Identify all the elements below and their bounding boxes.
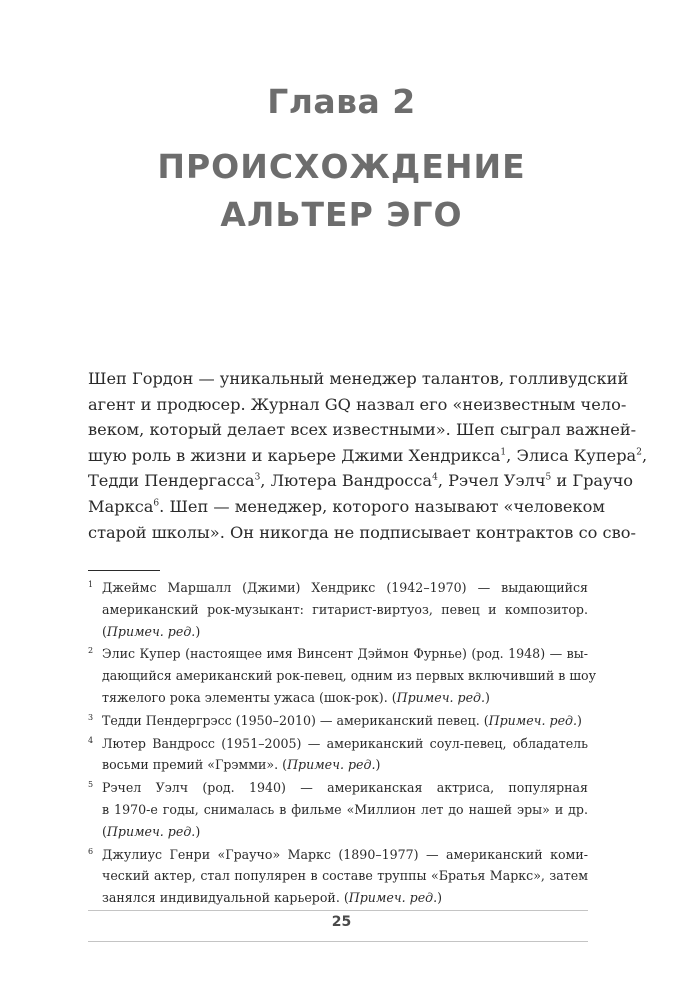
footnote-line: дающийся американский рок-певец, одним из первых включивший в шоу — [102, 668, 597, 684]
footnote — [88, 577, 588, 642]
note-paren: ) — [375, 757, 381, 773]
footnote-line — [102, 821, 588, 843]
footnote — [88, 777, 588, 842]
note-paren: ) — [485, 689, 490, 705]
page-number: 25 — [331, 914, 352, 930]
body-text-fragment: Маркса — [88, 496, 154, 516]
footnote-line: в 1970-е годы, снималась в фильме «Миллион лет до нашей эры» и др. — [102, 801, 588, 817]
footnote-line: американский рок-музыкант: гитарист-виртуоз, певец и композитор. — [102, 601, 588, 617]
body-line: агент и продюсер. Журнал GQ назвал его «неизвестным чело- — [88, 394, 627, 414]
body-text-fragment: Тедди Пендергасса — [88, 471, 255, 491]
body-text-fragment: , Рэчел Уэлч — [437, 471, 546, 491]
footnote-ref: 3 — [254, 472, 261, 483]
footnote-ref: 4 — [432, 472, 438, 483]
footnote-number: 4 — [88, 735, 94, 745]
footnote-number: 5 — [88, 780, 94, 790]
body-text-fragment: , Лютера Вандросса — [260, 471, 433, 491]
chapter-label: Глава 2 — [267, 82, 416, 121]
body-paragraph — [88, 366, 648, 545]
footnote-line: Джулиус Генри «Граучо» Маркс (1890–1977) — американский коми- — [102, 846, 588, 862]
note-paren: ) — [195, 623, 201, 639]
body-line — [88, 443, 648, 469]
footer-rule-bottom — [88, 941, 588, 942]
footnote — [88, 844, 588, 909]
footnote-text: восьми премий «Грэмми». — [102, 757, 283, 773]
footnote-line — [102, 621, 588, 643]
footnote-text: Тедди Пендергрэсс (1950–2010) — американский певец. — [102, 712, 484, 728]
body-text-fragment: . Шеп — менеджер, которого называют «человеком — [159, 496, 605, 516]
editor-note: Примеч. ред. — [488, 712, 578, 728]
body-line — [88, 468, 634, 494]
chapter-title-line-1: ПРОИСХОЖДЕНИЕ — [157, 147, 526, 186]
footnote — [88, 733, 588, 777]
editor-note: Примеч. ред. — [348, 890, 438, 906]
footnote-number: 2 — [88, 646, 94, 656]
footnote-line: Лютер Вандросс (1951–2005) — американский соул-певец, обладатель — [102, 735, 588, 751]
editor-note: Примеч. ред. — [396, 689, 486, 705]
note-paren: ( — [391, 689, 397, 705]
footnote-number: 1 — [88, 580, 94, 589]
note-paren: ( — [282, 757, 288, 773]
footnote — [88, 643, 597, 708]
footnotes — [88, 577, 597, 910]
note-paren: ( — [483, 712, 489, 728]
note-paren: ( — [102, 623, 107, 639]
footnote-ref: 5 — [545, 472, 552, 483]
footnote-number: 3 — [88, 712, 94, 722]
body-line: веком, который делает всех известными». Шеп сыграл важней- — [88, 420, 637, 440]
note-paren: ) — [577, 712, 582, 728]
editor-note: Примеч. ред. — [106, 823, 196, 839]
note-paren: ( — [102, 823, 107, 839]
footnote-line — [102, 887, 588, 909]
body-text-fragment: и Граучо — [551, 471, 634, 491]
footnote-line — [102, 754, 588, 776]
body-text-fragment: шую роль в жизни и карьере Джими Хендрикса — [88, 445, 501, 465]
note-paren: ) — [437, 890, 443, 906]
footnote-ref: 1 — [500, 447, 507, 458]
editor-note: Примеч. ред. — [106, 623, 196, 639]
footer-rule-top — [88, 910, 588, 911]
chapter-title — [0, 143, 683, 239]
footnote — [88, 710, 588, 732]
footnote-text: тяжелого рока элементы ужаса (шок-рок). — [102, 689, 392, 705]
footnote-line: Элис Купер (настоящее имя Винсент Дэймон Фурнье) (род. 1948) — вы- — [102, 646, 588, 662]
body-line: Шеп Гордон — уникальный менеджер талантов, голливудский — [88, 369, 629, 388]
body-text-fragment: , — [641, 445, 648, 465]
footnote-line — [102, 710, 588, 732]
footnote-line: Рэчел Уэлч (род. 1940) — американская актриса, популярная — [102, 780, 588, 796]
footnote-line — [102, 687, 588, 709]
note-paren: ) — [195, 823, 201, 839]
footnote-separator — [88, 570, 160, 571]
editor-note: Примеч. ред. — [287, 757, 376, 773]
footnote-ref: 2 — [636, 447, 642, 458]
footnote-number: 6 — [88, 846, 94, 856]
footnote-line: Джеймс Маршалл (Джими) Хендрикс (1942–1970) — выдающийся — [102, 580, 588, 595]
note-paren: ( — [343, 890, 349, 906]
footnote-line: ческий актер, стал популярен в составе труппы «Братья Маркс», затем — [102, 868, 588, 884]
body-line — [88, 494, 605, 520]
chapter-title-line-2: АЛЬТЕР ЭГО — [220, 195, 463, 234]
body-text-fragment: , Элиса Купера — [506, 445, 637, 465]
footnote-text: занялся индивидуальной карьерой. — [102, 890, 344, 906]
body-line: старой школы». Он никогда не подписывает контрактов со сво- — [88, 522, 636, 542]
footnote-ref: 6 — [153, 498, 160, 509]
